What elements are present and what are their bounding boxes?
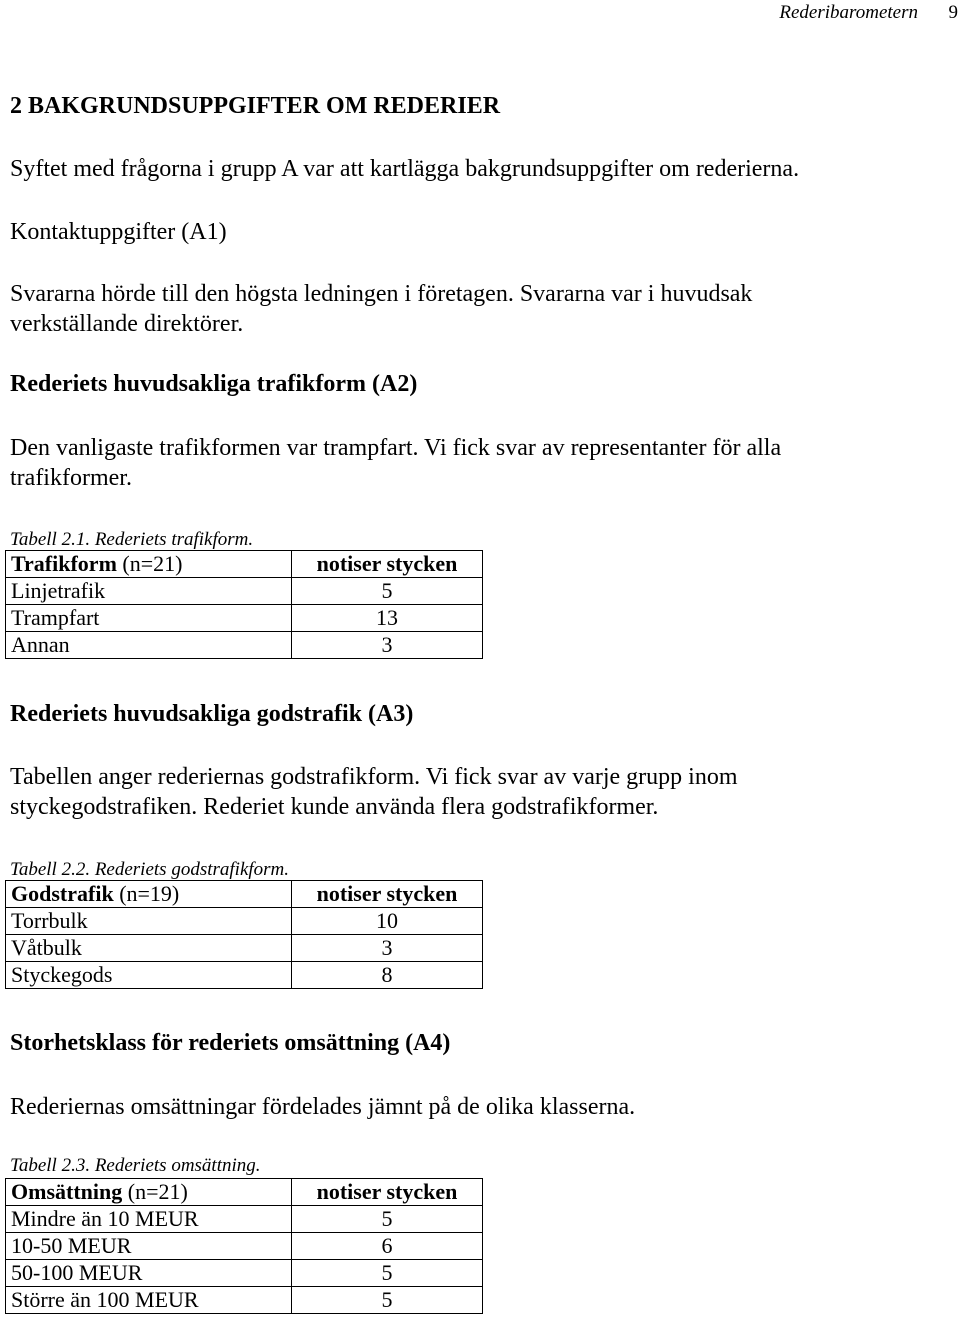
header-cell	[6, 881, 292, 908]
table-row	[6, 1206, 483, 1233]
row-label: Torrbulk	[6, 908, 292, 935]
a1-line-1: Svararna hörde till den högsta ledningen i företagen. Svararna var i huvudsak	[10, 281, 753, 307]
header-count-cell: notiser stycken	[292, 1179, 483, 1206]
row-value: 3	[292, 935, 483, 962]
row-value: 5	[292, 578, 483, 605]
header-n-label: (n=21)	[122, 1179, 188, 1204]
table-2-1-caption: Tabell 2.1. Rederiets trafikform.	[10, 529, 254, 550]
intro-paragraph: Syftet med frågorna i grupp A var att kartlägga bakgrundsuppgifter om rederierna.	[10, 156, 800, 182]
a4-heading: Storhetsklass för rederiets omsättning (A4)	[10, 1030, 451, 1056]
row-value: 5	[292, 1287, 483, 1314]
row-label: Styckegods	[6, 962, 292, 989]
page-header	[0, 2, 960, 26]
row-value: 5	[292, 1206, 483, 1233]
a3-heading: Rederiets huvudsakliga godstrafik (A3)	[10, 701, 414, 727]
row-label: Trampfart	[6, 605, 292, 632]
a2-line-1: Den vanligaste trafikformen var trampfart. Vi fick svar av representanter för alla	[10, 435, 782, 461]
table-row	[6, 605, 483, 632]
row-label: 50-100 MEUR	[6, 1260, 292, 1287]
section-title: 2 BAKGRUNDSUPPGIFTER OM REDERIER	[10, 93, 501, 119]
header-count-cell: notiser stycken	[292, 881, 483, 908]
a2-heading: Rederiets huvudsakliga trafikform (A2)	[10, 371, 418, 397]
table-row	[6, 632, 483, 659]
header-cell	[6, 1179, 292, 1206]
table-2-2-caption: Tabell 2.2. Rederiets godstrafikform.	[10, 859, 290, 880]
table-header-row	[6, 551, 483, 578]
table-2-2	[5, 880, 483, 989]
header-bold-label: Godstrafik	[11, 881, 114, 906]
row-label: Annan	[6, 632, 292, 659]
row-label: Våtbulk	[6, 935, 292, 962]
table-row	[6, 1233, 483, 1260]
row-value: 13	[292, 605, 483, 632]
a1-line-2: verkställande direktörer.	[10, 311, 244, 337]
table-2-1	[5, 550, 483, 659]
row-label: Linjetrafik	[6, 578, 292, 605]
a4-line-1: Rederiernas omsättningar fördelades jämnt på de olika klasserna.	[10, 1094, 636, 1120]
row-value: 8	[292, 962, 483, 989]
row-value: 3	[292, 632, 483, 659]
header-n-label: (n=19)	[113, 881, 180, 906]
a3-line-2: styckegodstrafiken. Rederiet kunde använda flera godstrafikformer.	[10, 794, 659, 820]
header-bold-label: Trafikform	[11, 551, 117, 576]
table-row	[6, 1260, 483, 1287]
table-header-row	[6, 1179, 483, 1206]
table-row	[6, 1287, 483, 1314]
page-number: 9	[948, 2, 958, 23]
a1-heading: Kontaktuppgifter (A1)	[10, 219, 227, 245]
row-value: 6	[292, 1233, 483, 1260]
header-cell	[6, 551, 292, 578]
a3-line-1: Tabellen anger rederiernas godstrafikform. Vi fick svar av varje grupp inom	[10, 764, 738, 790]
header-n-label: (n=21)	[116, 551, 183, 576]
header-bold-label: Omsättning	[11, 1179, 123, 1204]
table-header-row	[6, 881, 483, 908]
table-row	[6, 935, 483, 962]
table-row	[6, 962, 483, 989]
row-label: 10-50 MEUR	[6, 1233, 292, 1260]
row-value: 10	[292, 908, 483, 935]
running-title: Rederibarometern	[779, 2, 918, 23]
table-2-3	[5, 1178, 483, 1314]
row-label: Större än 100 MEUR	[6, 1287, 292, 1314]
row-value: 5	[292, 1260, 483, 1287]
header-count-cell: notiser stycken	[292, 551, 483, 578]
table-row	[6, 578, 483, 605]
row-label: Mindre än 10 MEUR	[6, 1206, 292, 1233]
a2-line-2: trafikformer.	[10, 465, 132, 491]
table-row	[6, 908, 483, 935]
table-2-3-caption: Tabell 2.3. Rederiets omsättning.	[10, 1155, 261, 1176]
